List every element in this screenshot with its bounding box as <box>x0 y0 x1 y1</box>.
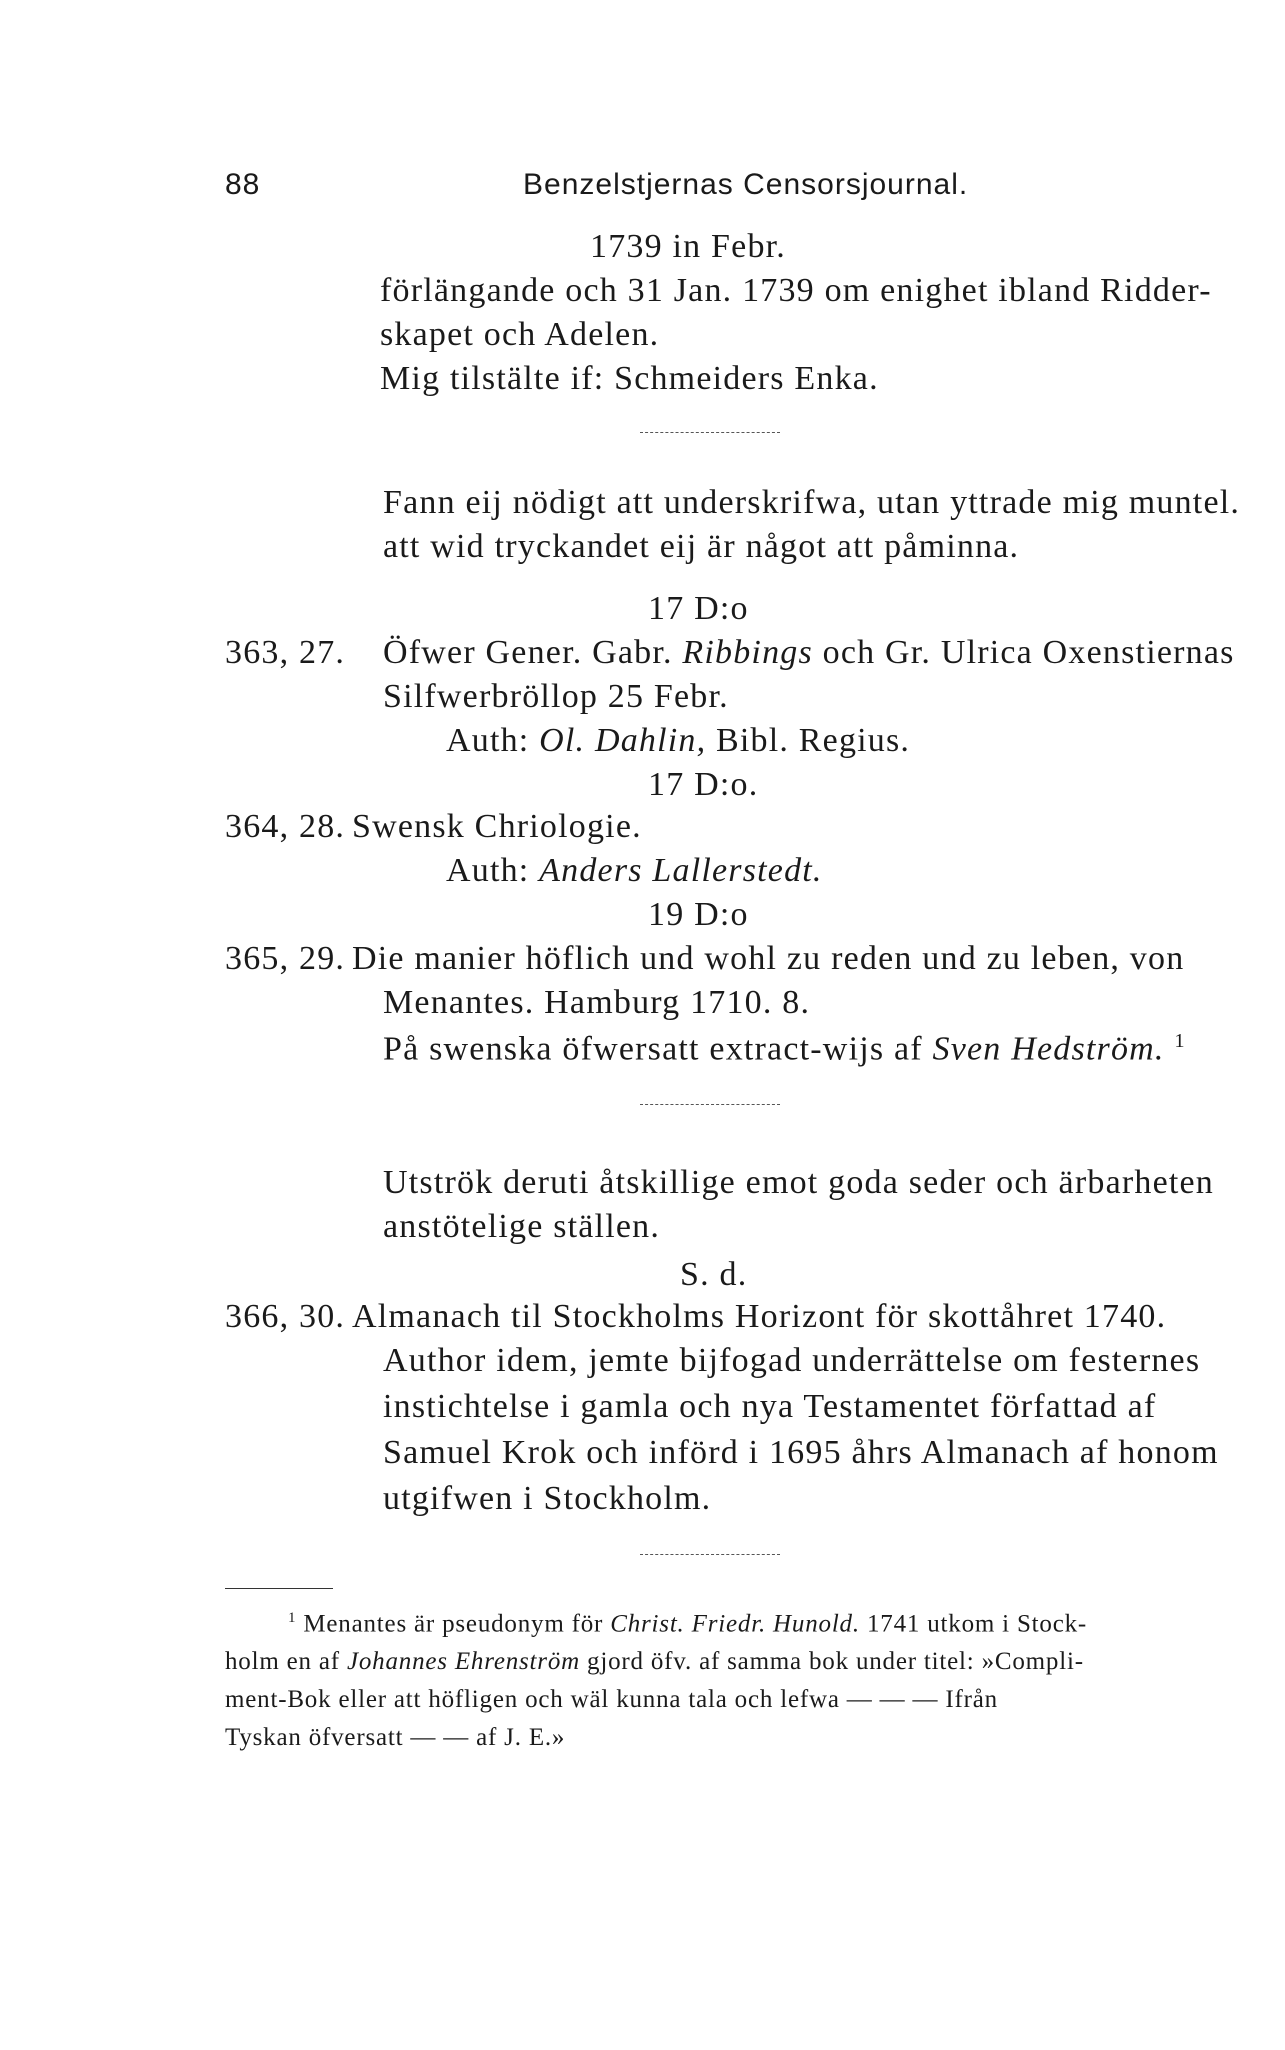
entry-number: 363, 27. <box>225 634 346 671</box>
entry-text-part: På swenska öfwersatt extract-wijs af <box>383 1030 923 1068</box>
footnote-marker: 1 <box>288 1610 297 1626</box>
footnote-text: 1741 utkom i Stock- <box>866 1610 1088 1638</box>
auth-suffix: Bibl. Regius. <box>716 722 911 759</box>
entry-text: instichtelse i gamla och nya Testamentet författad af <box>383 1388 1157 1425</box>
auth-prefix: Auth: <box>446 852 530 889</box>
entry-text: Silfwerbröllop 25 Febr. <box>383 678 729 715</box>
author-name: Anders Lallerstedt. <box>539 852 823 889</box>
text-line: Utströk deruti åtskillige emot goda seder och ärbarheten <box>383 1164 1215 1201</box>
entry-number: 364, 28. <box>225 808 346 845</box>
date-line: 17 D:o <box>648 590 749 627</box>
text-line: att wid tryckandet eij är något att påminna. <box>383 528 1020 565</box>
person-name: Ribbings <box>682 634 813 671</box>
footnote-line <box>225 1648 1084 1676</box>
footnote-text: Menantes är pseudonym för <box>303 1610 604 1638</box>
date-line: 1739 in Febr. <box>590 228 786 265</box>
footnote-text: holm en af <box>225 1648 340 1675</box>
date-line: 17 D:o. <box>648 766 759 803</box>
author-line <box>446 852 823 890</box>
author-name: Ol. Dahlin, <box>539 722 707 759</box>
text-line: anstötelige ställen. <box>383 1208 661 1245</box>
text-line: skapet och Adelen. <box>380 316 660 353</box>
text-line: förlängande och 31 Jan. 1739 om enighet ibland Ridder- <box>380 272 1212 309</box>
translator-name: Sven Hedström. <box>932 1030 1165 1068</box>
author-line <box>446 722 910 760</box>
text-line: Fann eij nödigt att underskrifwa, utan yttrade mig muntel. <box>383 484 1241 521</box>
footnote-line: ment-Bok eller att höfligen och wäl kunna tala och lefwa — — — Ifrån <box>225 1686 998 1713</box>
date-line: 19 D:o <box>648 896 749 933</box>
section-divider <box>640 1554 780 1555</box>
person-name: Johannes Ehrenström <box>346 1648 580 1675</box>
text-line: Mig tilstälte if: Schmeiders Enka. <box>380 360 879 397</box>
running-title: Benzelstjernas Censorsjournal. <box>523 168 969 201</box>
entry-text-part: och Gr. Ulrica Oxenstiernas <box>822 634 1235 671</box>
entry-text: Menantes. Hamburg 1710. 8. <box>383 984 811 1021</box>
entry-text <box>383 1030 1186 1068</box>
date-line: S. d. <box>680 1256 748 1293</box>
entry-text <box>383 634 1235 672</box>
footnote-line: Tyskan öfversatt — — af J. E.» <box>225 1724 566 1751</box>
auth-prefix: Auth: <box>446 722 530 759</box>
footnote-ref: 1 <box>1174 1030 1186 1052</box>
entry-number: 366, 30. <box>225 1298 346 1335</box>
entry-text: Almanach til Stockholms Horizont för skottåhret 1740. <box>352 1298 1167 1335</box>
entry-text: Die manier höflich und wohl zu reden und zu leben, von <box>352 940 1185 977</box>
footnote-text: gjord öfv. af samma bok under titel: »Compli- <box>587 1648 1084 1675</box>
page-number: 88 <box>225 168 261 201</box>
entry-text: Swensk Chriologie. <box>352 808 642 845</box>
section-divider <box>640 432 780 433</box>
entry-text: Author idem, jemte bijfogad underrättelse om festernes <box>383 1342 1201 1379</box>
entry-text: Samuel Krok och införd i 1695 åhrs Almanach af honom <box>383 1434 1219 1471</box>
entry-text-part: Öfwer Gener. Gabr. <box>383 634 673 671</box>
footnote-rule <box>225 1588 333 1589</box>
section-divider <box>640 1104 780 1105</box>
entry-text: utgifwen i Stockholm. <box>383 1480 712 1517</box>
person-name: Christ. Friedr. Hunold. <box>610 1610 860 1638</box>
footnote-line <box>288 1610 1087 1638</box>
entry-number: 365, 29. <box>225 940 346 977</box>
